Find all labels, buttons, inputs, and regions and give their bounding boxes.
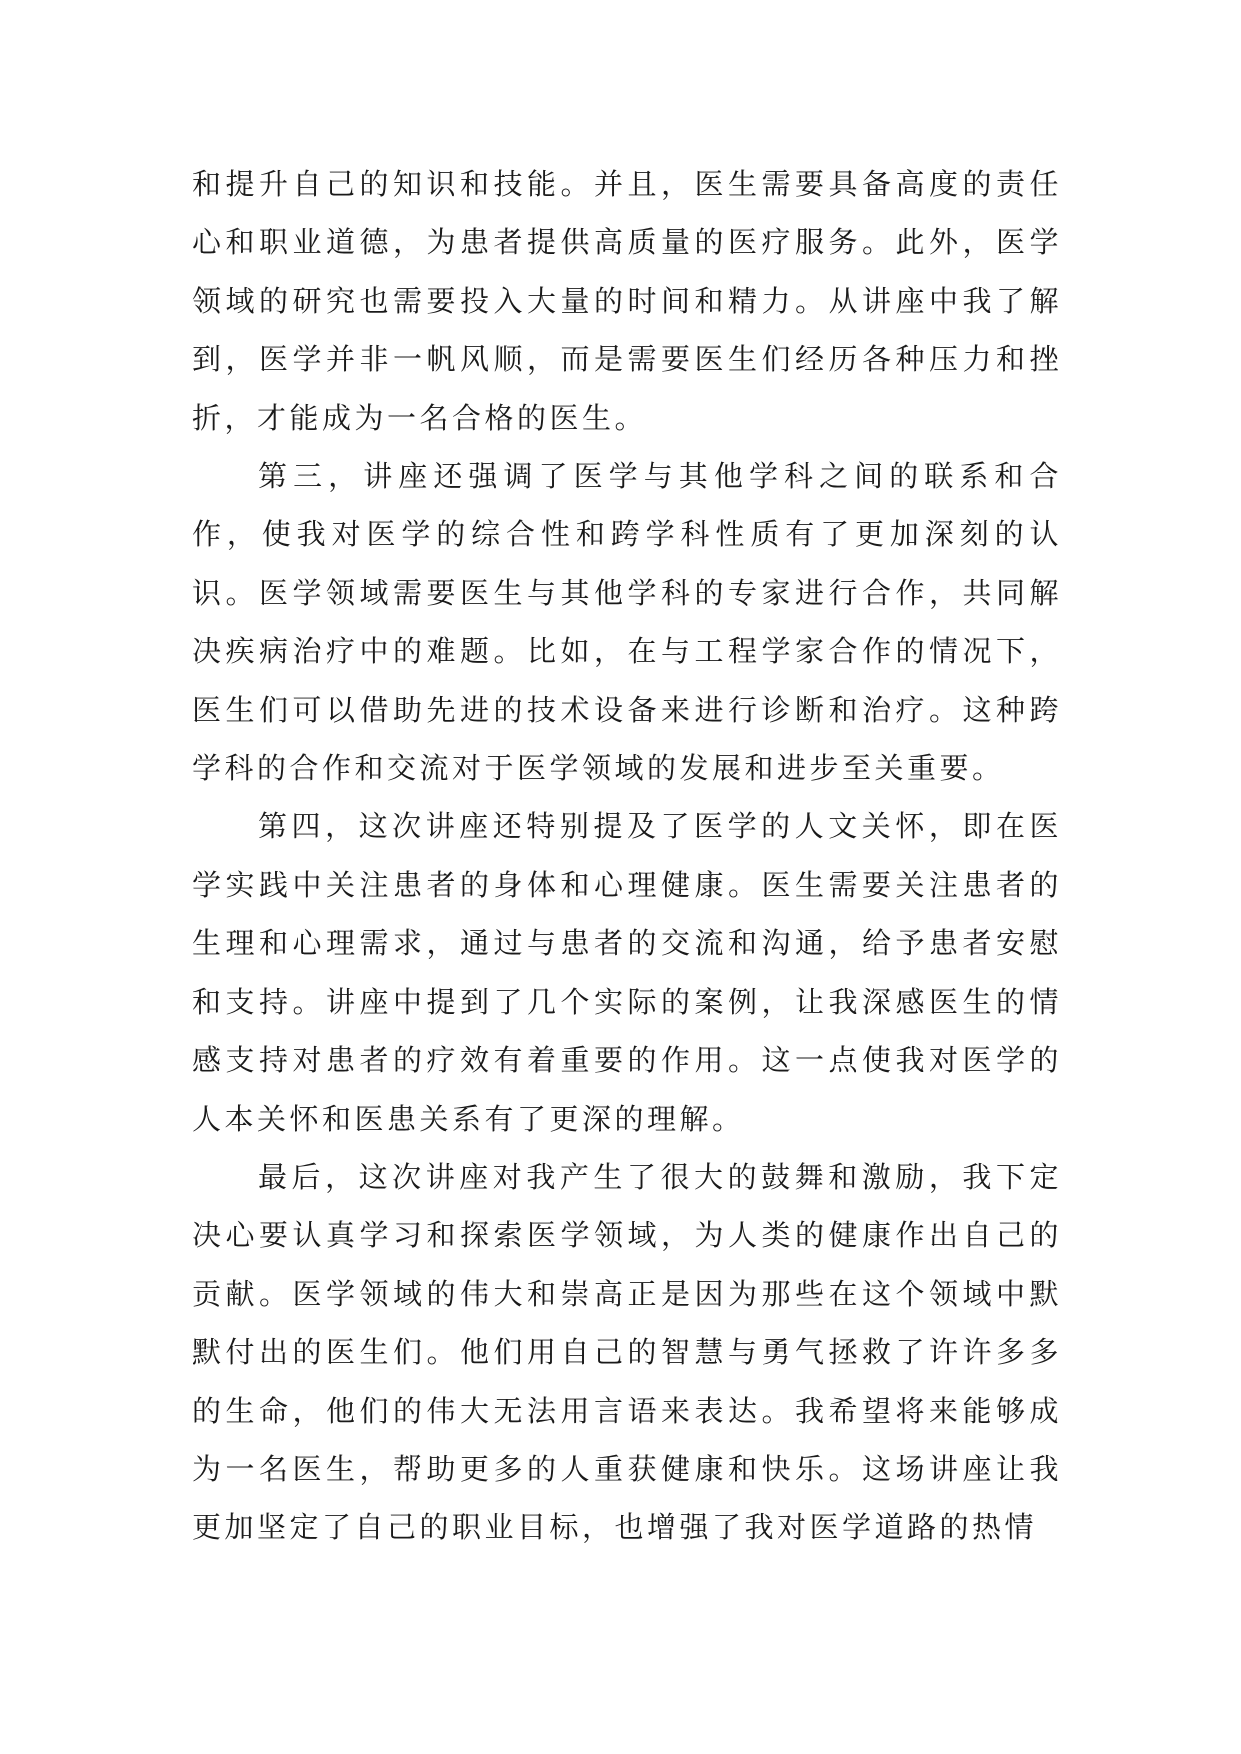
paragraph-continuation: 和提升自己的知识和技能。并且，医生需要具备高度的责任心和职业道德，为患者提供高质量的医疗服务。此外，医学领域的研究也需要投入大量的时间和精力。从讲座中我了解到，医学并非一帆风顺，而是需要医生们经历各种压力和挫折，才能成为一名合格的医生。 [192, 167, 1062, 435]
paragraph-third-point: 第三，讲座还强调了医学与其他学科之间的联系和合作，使我对医学的综合性和跨学科性质有了更加深刻的认识。医学领域需要医生与其他学科的专家进行合作，共同解决疾病治疗中的难题。比如，在与工程学家合作的情况下，医生们可以借助先进的技术设备来进行诊断和治疗。这种跨学科的合作和交流对于医学领域的发展和进步至关重要。 [192, 459, 1062, 786]
document-body [192, 155, 1062, 1557]
paragraph-conclusion: 最后，这次讲座对我产生了很大的鼓舞和激励，我下定决心要认真学习和探索医学领域，为人类的健康作出自己的贡献。医学领域的伟大和崇高正是因为那些在这个领域中默默付出的医生们。他们用自己的智慧与勇气拯救了许许多多的生命，他们的伟大无法用言语来表达。我希望将来能够成为一名医生，帮助更多的人重获健康和快乐。这场讲座让我更加坚定了自己的职业目标，也增强了我对医学道路的热情 [192, 1159, 1062, 1545]
paragraph-fourth-point: 第四，这次讲座还特别提及了医学的人文关怀，即在医学实践中关注患者的身体和心理健康。医生需要关注患者的生理和心理需求，通过与患者的交流和沟通，给予患者安慰和支持。讲座中提到了几个实际的案例，让我深感医生的情感支持对患者的疗效有着重要的作用。这一点使我对医学的人本关怀和医患关系有了更深的理解。 [192, 809, 1062, 1136]
